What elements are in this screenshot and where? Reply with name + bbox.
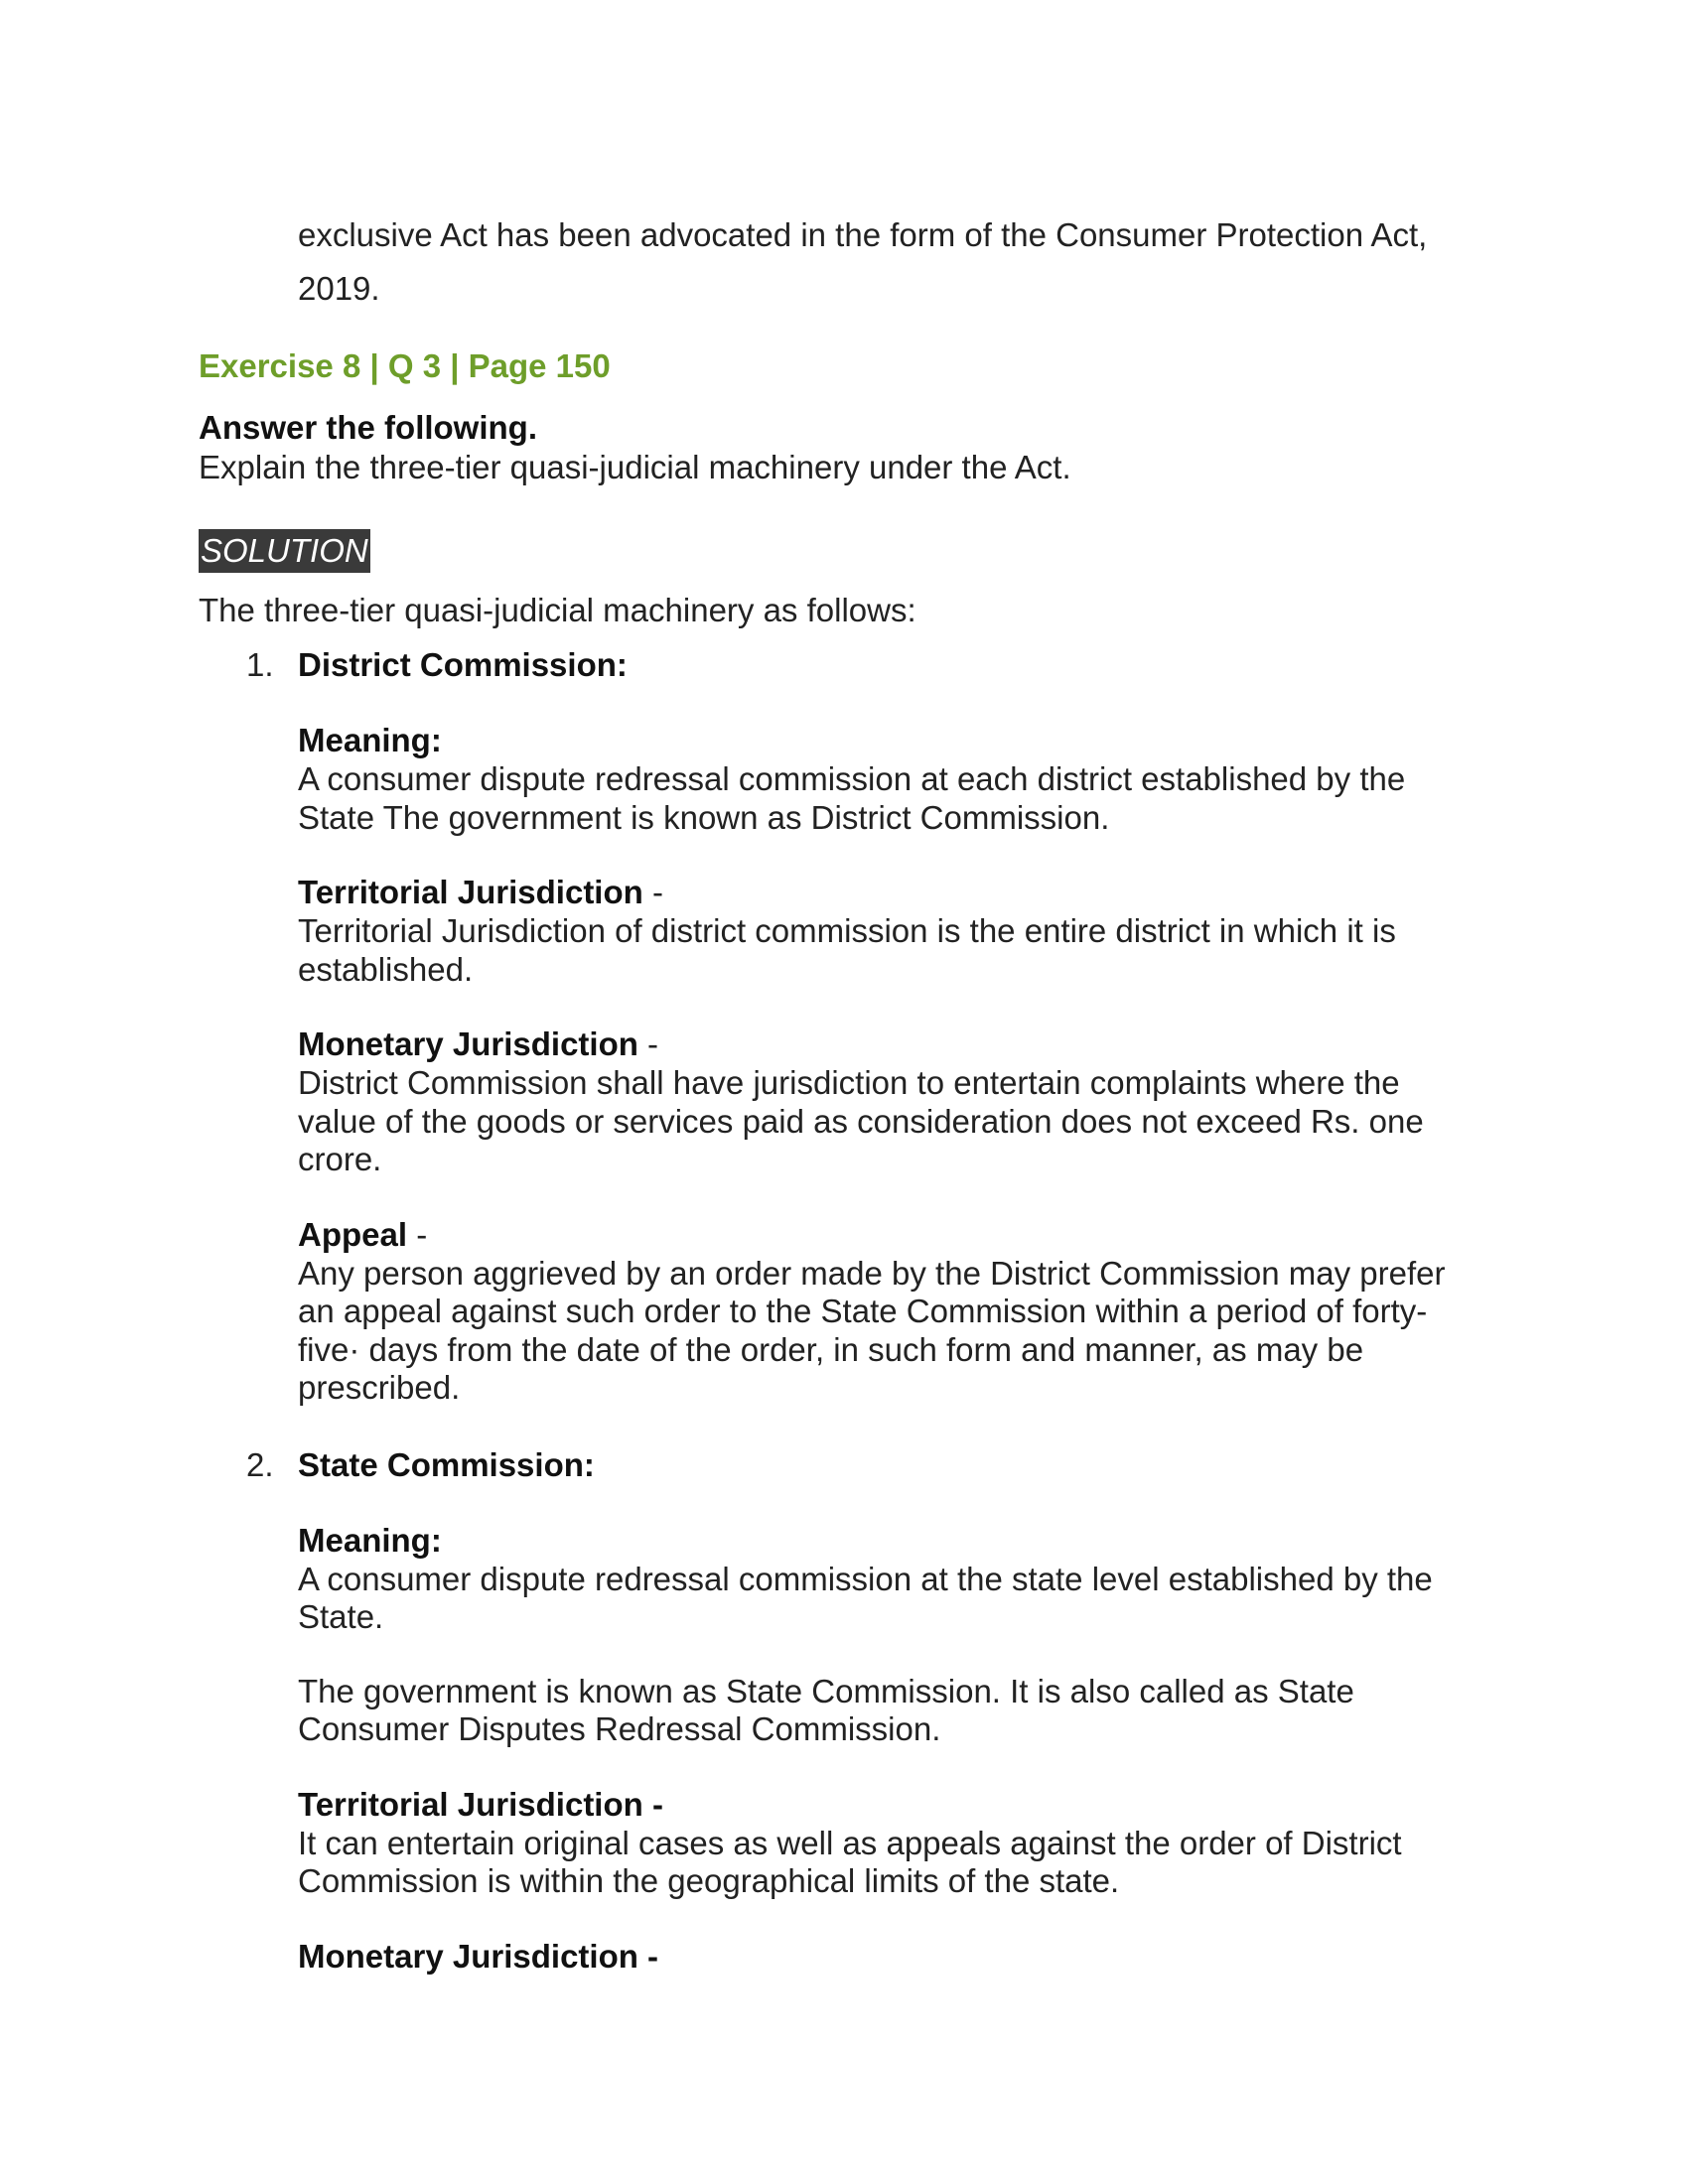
solution-label: SOLUTION bbox=[199, 529, 370, 573]
section-territorial-jurisdiction bbox=[298, 1785, 1470, 1901]
section-suffix: - bbox=[637, 1025, 659, 1062]
list-item-state-commission bbox=[246, 1445, 1470, 1977]
section-meaning bbox=[298, 1521, 1470, 1637]
item-title: District Commission: bbox=[298, 646, 628, 683]
section-body: Territorial Jurisdiction of district commission is the entire district in which it is established. bbox=[298, 912, 1396, 988]
question-title: Answer the following. bbox=[199, 409, 538, 446]
section-suffix: - bbox=[642, 874, 663, 910]
section-body: A consumer dispute redressal commission at each district established by the State The government is known as District Commission. bbox=[298, 760, 1406, 836]
section-body: District Commission shall have jurisdiction to entertain complaints where the value of the goods or services paid as consideration does not exceed Rs. one crore. bbox=[298, 1064, 1424, 1177]
section-heading: Meaning: bbox=[298, 722, 442, 758]
solution-intro: The three-tier quasi-judicial machinery as follows: bbox=[199, 592, 916, 628]
item-number: 2. bbox=[246, 1445, 274, 1483]
section-heading: Meaning: bbox=[298, 1521, 442, 1559]
section-suffix: - bbox=[407, 1215, 428, 1253]
item-number: 1. bbox=[246, 646, 274, 683]
section-body: A consumer dispute redressal commission at the state level established by the State. bbox=[298, 1560, 1433, 1635]
section-body: It can entertain original cases as well as appeals against the order of District Commission is within the geographical limits of the state. bbox=[298, 1824, 1402, 1899]
question-text: Explain the three-tier quasi-judicial machinery under the Act. bbox=[199, 449, 1071, 485]
commission-list bbox=[246, 645, 1470, 1977]
section-body: Any person aggrieved by an order made by the District Commission may prefer an appeal against such order to the State Commission within a period of forty-five· days from the date of the order, in such form and manner, as may be prescribed. bbox=[298, 1254, 1446, 1406]
section-heading: Monetary Jurisdiction - bbox=[298, 1937, 659, 1975]
section-body: The government is known as State Commission. It is also called as State Consumer Disputes Redressal Commission. bbox=[298, 1672, 1354, 1747]
section-meaning bbox=[298, 721, 1470, 837]
list-item-district-commission bbox=[246, 645, 1470, 1408]
item-title: State Commission: bbox=[298, 1445, 595, 1483]
section-monetary-jurisdiction bbox=[298, 1024, 1470, 1179]
exercise-heading: Exercise 8 | Q 3 | Page 150 bbox=[199, 347, 611, 384]
section-heading: Territorial Jurisdiction - bbox=[298, 1785, 663, 1823]
section-monetary-jurisdiction bbox=[298, 1937, 1470, 1977]
section-appeal bbox=[298, 1215, 1470, 1408]
section-government bbox=[298, 1673, 1470, 1749]
section-heading: Monetary Jurisdiction bbox=[298, 1025, 638, 1062]
intro-paragraph: exclusive Act has been advocated in the form of the Consumer Protection Act, 2019. bbox=[298, 216, 1428, 307]
list-spacer bbox=[298, 1408, 1470, 1445]
section-territorial-jurisdiction bbox=[298, 873, 1470, 989]
section-heading: Appeal bbox=[298, 1215, 408, 1253]
section-heading: Territorial Jurisdiction bbox=[298, 874, 643, 910]
